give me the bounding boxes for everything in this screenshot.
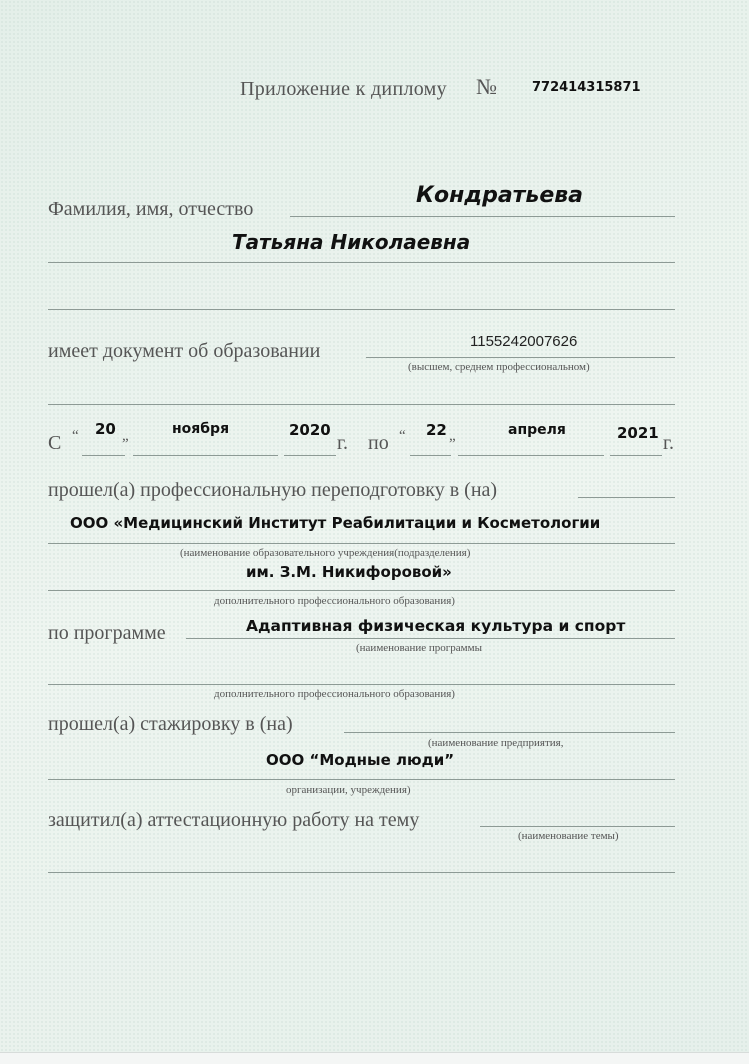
fio-line-3 [48, 309, 675, 310]
period-to-month-line [458, 455, 604, 456]
fio-label: Фамилия, имя, отчество [48, 198, 254, 220]
education-doc-hint: (высшем, среднем профессиональном) [408, 361, 590, 373]
period-close-quote-2: „ [449, 428, 456, 444]
education-doc-number: 1155242007626 [470, 333, 578, 350]
period-year-suffix-1: г. [337, 432, 348, 454]
period-to-year: 2021 [617, 424, 659, 442]
period-open-quote-1: “ [72, 428, 79, 444]
fio-name-patronymic: Татьяна Николаевна [232, 230, 471, 254]
program-hint: (наименование программы [356, 642, 482, 654]
program-line-1 [186, 638, 675, 639]
program-label: по программе [48, 622, 166, 644]
period-to-day: 22 [426, 421, 447, 439]
retraining-hint1: (наименование образовательного учреждения(подразделения) [180, 547, 471, 559]
education-doc-line [366, 357, 675, 358]
retraining-line-1 [578, 497, 675, 498]
period-from-year-line [284, 455, 336, 456]
internship-label: прошел(а) стажировку в (на) [48, 713, 293, 735]
thesis-label: защитил(а) аттестационную работу на тему [48, 809, 420, 831]
page-bottom-edge [0, 1052, 749, 1064]
thesis-line-2 [48, 872, 675, 873]
period-to-day-line [410, 455, 451, 456]
internship-line-1 [344, 732, 675, 733]
period-close-quote-1: „ [122, 428, 129, 444]
program-line-2 [48, 684, 675, 685]
internship-line-2 [48, 779, 675, 780]
retraining-label: прошел(а) профессиональную переподготовку в (на) [48, 479, 498, 501]
period-from-day-line [82, 455, 125, 456]
program-hint2: дополнительного профессионального образования) [214, 688, 455, 700]
period-to-label: по [368, 432, 389, 454]
thesis-hint: (наименование темы) [518, 830, 619, 842]
period-from-day: 20 [95, 420, 116, 438]
retraining-line-2 [48, 543, 675, 544]
fio-line-2 [48, 262, 675, 263]
retraining-hint2: дополнительного профессионального образования) [214, 595, 455, 607]
program-name: Адаптивная физическая культура и спорт [246, 617, 626, 635]
period-to-year-line [610, 455, 662, 456]
period-from-label: С [48, 432, 62, 454]
retraining-org-line2: им. З.М. Никифоровой» [246, 563, 452, 581]
period-from-month-line [133, 455, 278, 456]
period-open-quote-2: “ [399, 428, 406, 444]
education-doc-line-2 [48, 404, 675, 405]
retraining-org-line1: ООО «Медицинский Институт Реабилитации и Косметологии [70, 514, 601, 532]
internship-org: ООО “Модные люди” [266, 751, 455, 769]
period-from-year: 2020 [289, 421, 331, 439]
internship-hint: (наименование предприятия, [428, 737, 564, 749]
internship-hint2: организации, учреждения) [286, 784, 411, 796]
fio-line-1 [290, 216, 675, 217]
period-from-month: ноября [172, 421, 230, 437]
diploma-number: 772414315871 [532, 80, 641, 95]
number-sign: № [476, 74, 497, 99]
fio-surname: Кондратьева [416, 183, 584, 208]
period-to-month: апреля [508, 422, 566, 438]
period-year-suffix-2: г. [663, 432, 674, 454]
appendix-title: Приложение к диплому [240, 78, 447, 100]
education-doc-label: имеет документ об образовании [48, 340, 321, 362]
thesis-line-1 [480, 826, 675, 827]
retraining-line-3 [48, 590, 675, 591]
